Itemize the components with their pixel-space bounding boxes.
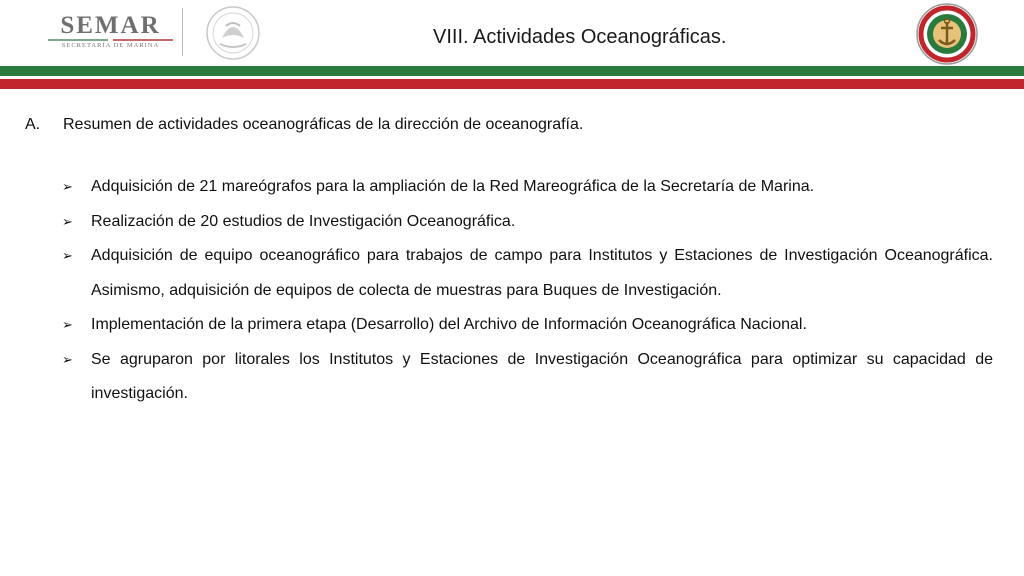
arrow-bullet-icon: ➢ [62,351,73,367]
navy-emblem-icon [912,2,982,66]
list-item-text: Realización de 20 estudios de Investigación Oceanográfica. [91,212,516,230]
list-item [62,343,993,412]
logo-green-line [48,39,108,41]
semar-logo [48,12,173,52]
header-divider [182,8,183,56]
arrow-bullet-icon: ➢ [62,248,73,263]
list-item [62,239,993,308]
slide-title: VIII. Actividades Oceanográficas. [433,26,727,48]
list-item-text: Adquisición de equipo oceanográfico para trabajos de campo para Institutos y Estaciones de Investigación Oceanográfica. Asimismo, adquisición de equipos de colecta de muestras para Buques de Investigación. [91,247,993,299]
arrow-bullet-icon: ➢ [62,317,73,332]
list-item [62,308,993,343]
semar-logo-text: SEMAR [60,12,161,39]
list-item-text: Implementación de la primera etapa (Desarrollo) del Archivo de Información Oceanográfica Nacional. [91,316,807,333]
mexico-coat-of-arms-icon [200,4,266,62]
section-heading [25,116,583,134]
logo-red-line [113,39,173,41]
section-heading-text: Resumen de actividades oceanográficas de la dirección de oceanografía. [63,116,584,133]
header-red-stripe [0,79,1024,89]
arrow-bullet-icon: ➢ [62,213,73,229]
list-item [62,205,993,240]
list-item-text: Adquisición de 21 mareógrafos para la ampliación de la Red Mareográfica de la Secretaría de Marina. [91,178,815,195]
semar-logo-subtitle: SECRETARÍA DE MARINA [61,42,160,49]
section-letter: A. [25,116,41,133]
activities-list [62,170,993,412]
list-item [62,170,993,205]
list-item-text: Se agruparon por litorales los Institutos y Estaciones de Investigación Oceanográfica para optimizar su capacidad de investigación. [91,350,993,402]
arrow-bullet-icon: ➢ [62,179,73,194]
slide-header [0,0,1024,66]
header-green-stripe [0,66,1024,76]
